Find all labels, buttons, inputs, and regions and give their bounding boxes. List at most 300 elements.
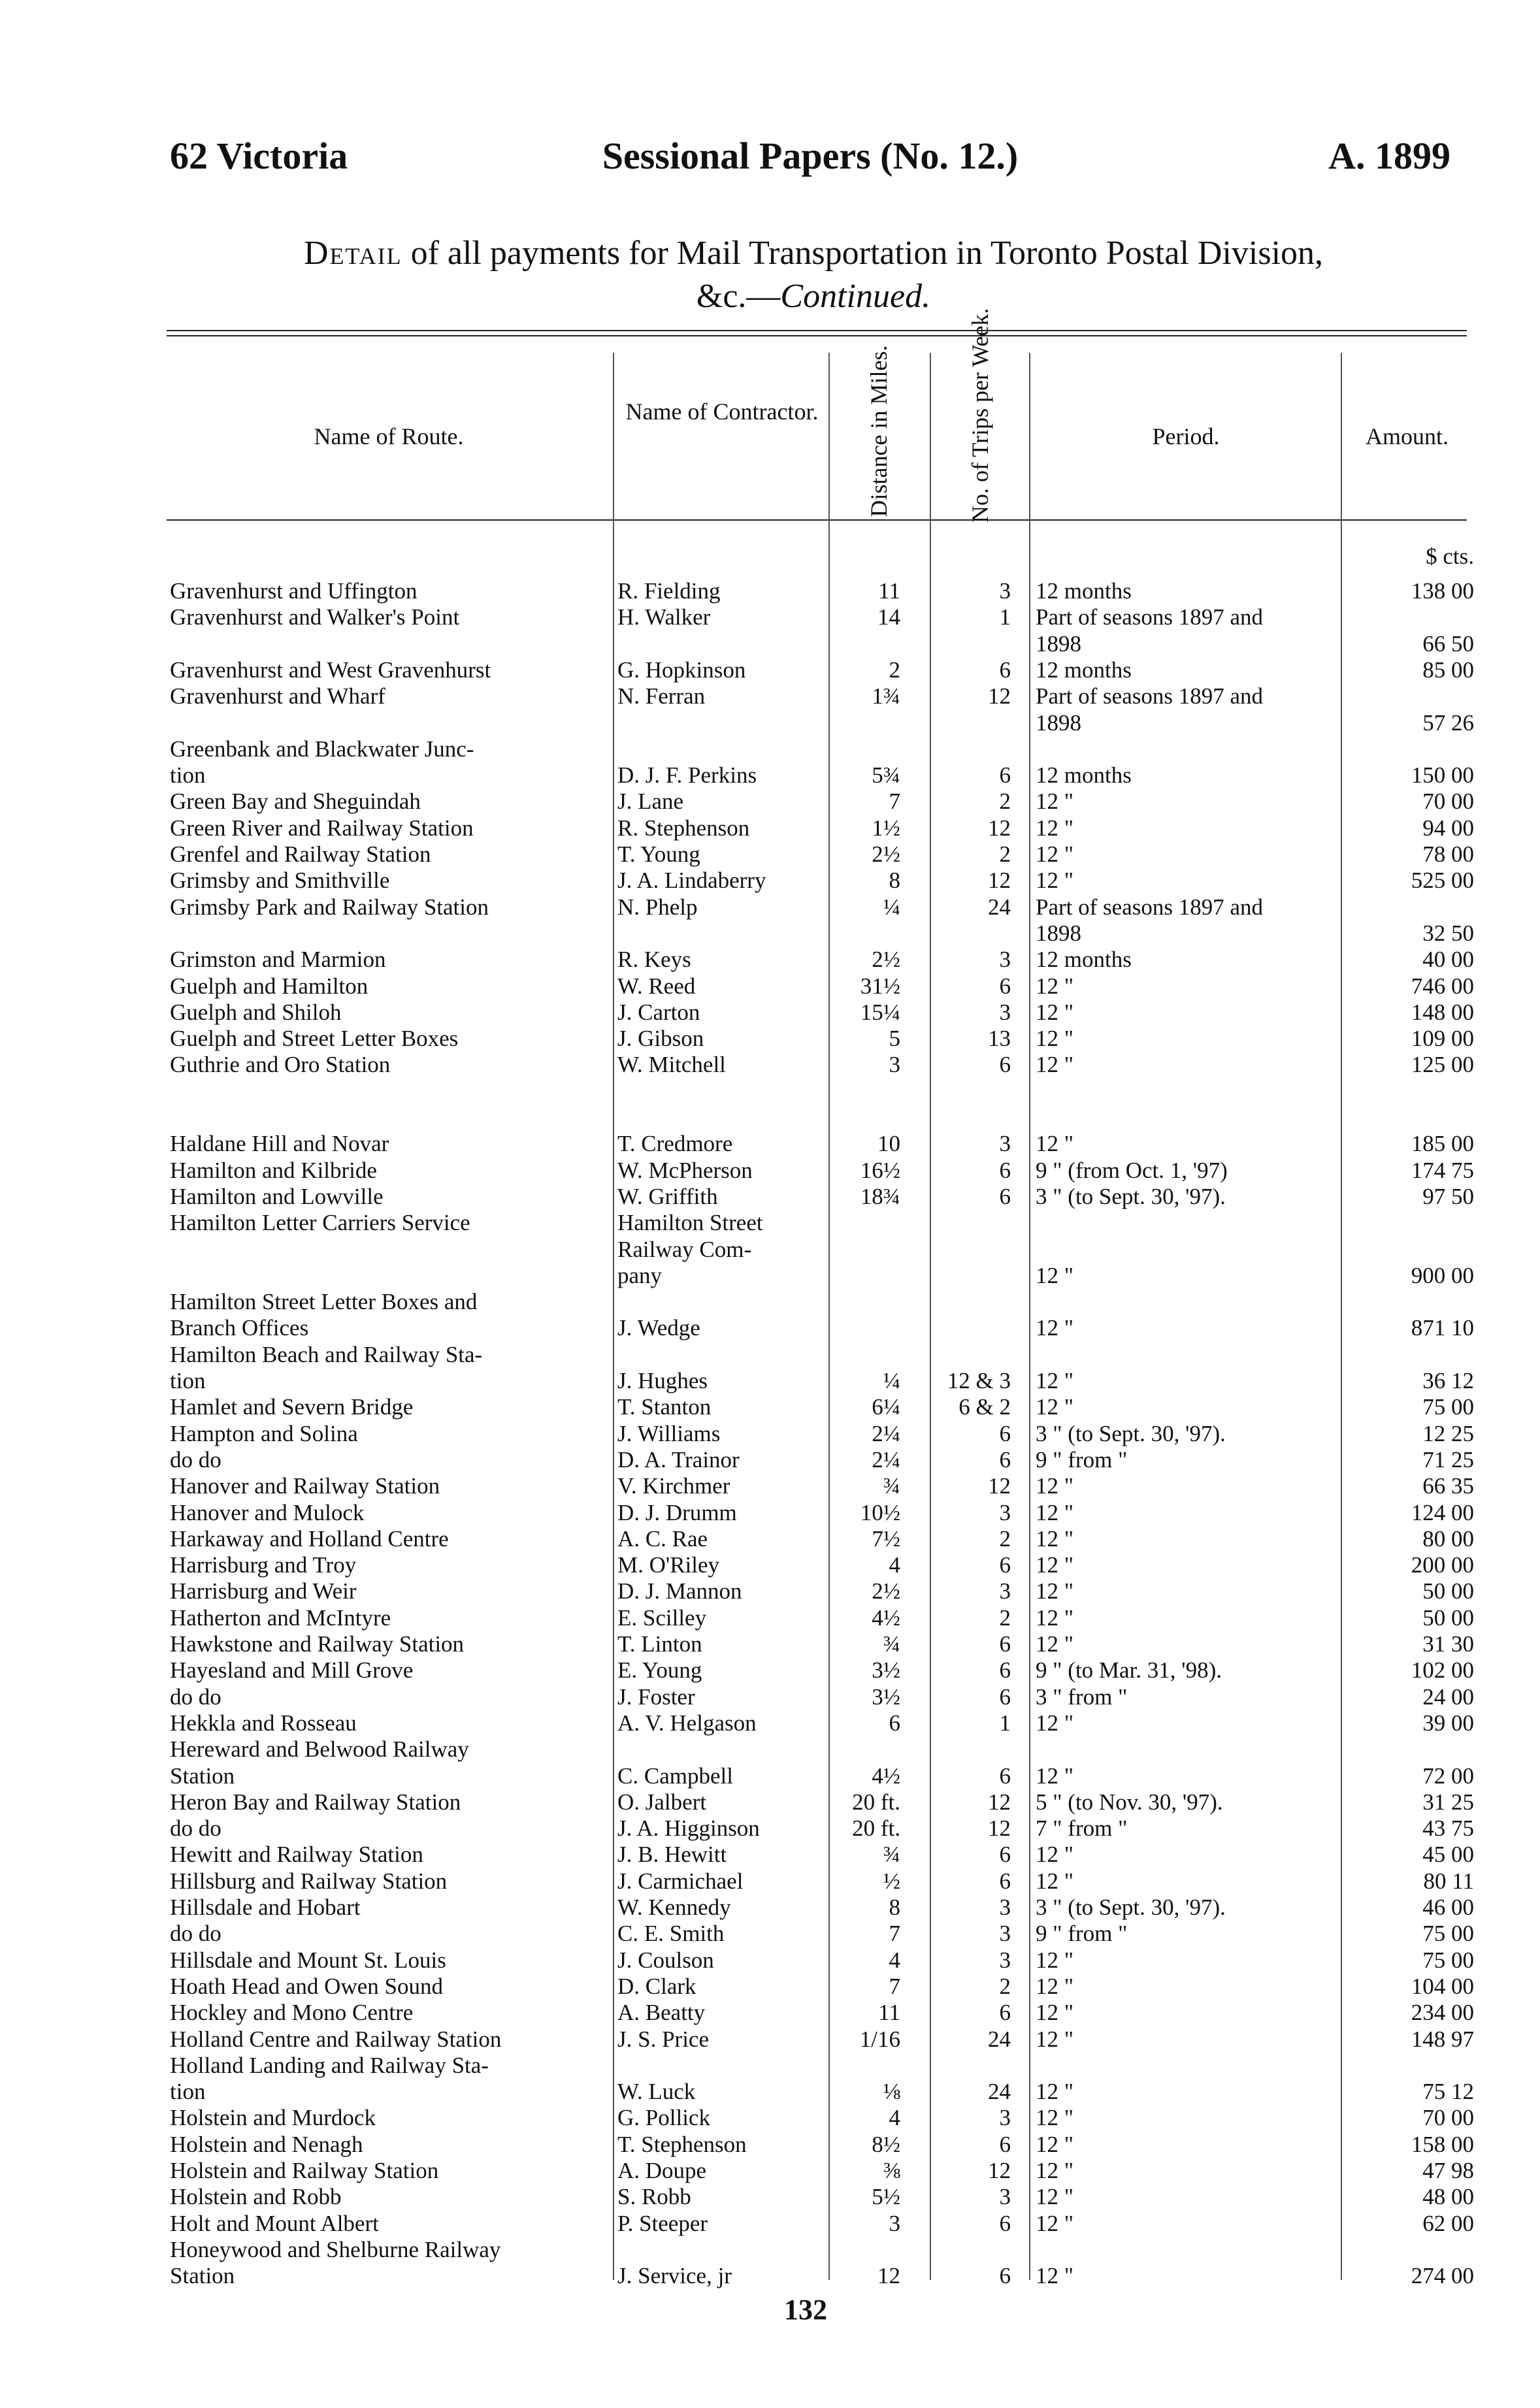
distance-value: 2½ <box>872 841 900 867</box>
trips-value: 12 <box>988 1473 1011 1499</box>
route-name: Hayesland and Mill Grove <box>170 1657 414 1684</box>
trips-value: 3 <box>999 2184 1011 2210</box>
distance-value: 2¼ <box>872 1420 900 1446</box>
route-name: tion <box>170 762 206 789</box>
route-name: Station <box>170 2263 235 2289</box>
amount-value: 75 00 <box>1422 1394 1474 1420</box>
distance-value: 7½ <box>872 1525 900 1552</box>
route-name: Guthrie and Oro Station <box>170 1052 391 1078</box>
trips-value: 3 <box>999 1921 1011 1947</box>
amount-value: 43 75 <box>1422 1815 1474 1842</box>
route-name: Grimsby Park and Railway Station <box>170 894 489 920</box>
trips-value: 3 <box>999 947 1011 973</box>
route-name: Station <box>170 1763 235 1789</box>
route-name: do do <box>170 1815 221 1842</box>
title-line2: &c.— <box>696 278 781 315</box>
amount-value: 185 00 <box>1411 1131 1474 1157</box>
distance-value: 3½ <box>872 1657 900 1684</box>
contractor-name: S. Robb <box>617 2184 691 2210</box>
trips-value: 6 <box>999 762 1011 789</box>
route-name: Hockley and Mono Centre <box>170 2000 414 2026</box>
amount-value: 46 00 <box>1422 1895 1474 1920</box>
amount-value: 57 26 <box>1422 709 1474 736</box>
period-value: 12 " <box>1036 1052 1074 1078</box>
trips-value: 3 <box>999 2105 1011 2131</box>
period-value: 12 " <box>1036 1368 1074 1393</box>
distance-value: 7 <box>889 1921 900 1947</box>
col-divider-period <box>1341 353 1342 2280</box>
amount-value: 75 00 <box>1422 1947 1474 1973</box>
period-value: 1898 <box>1036 709 1081 736</box>
route-name: Gravenhurst and Walker's Point <box>170 604 460 630</box>
contractor-name: J. Wedge <box>617 1315 700 1341</box>
trips-value: 2 <box>999 1604 1011 1631</box>
contractor-name: P. Steeper <box>617 2210 708 2236</box>
amount-value: 66 35 <box>1422 1473 1474 1499</box>
running-header <box>170 134 1450 186</box>
trips-value: 12 <box>988 1815 1011 1842</box>
distance-value: ¼ <box>883 1368 900 1393</box>
trips-value: 13 <box>988 1026 1011 1052</box>
contractor-name: J. Foster <box>617 1684 695 1710</box>
trips-value: 6 <box>999 1763 1011 1789</box>
route-name: Hanover and Railway Station <box>170 1473 440 1499</box>
title-line1: of all payments for Mail Transportation in Toronto Postal Division, <box>410 235 1324 272</box>
amount-value: 80 11 <box>1423 1868 1474 1894</box>
contractor-name: J. A. Lindaberry <box>617 868 766 894</box>
period-value: 12 " <box>1036 1763 1074 1789</box>
contractor-name: A. Beatty <box>617 2000 706 2026</box>
contractor-name: W. McPherson <box>617 1157 753 1183</box>
trips-value: 3 <box>999 999 1011 1025</box>
contractor-name: W. Luck <box>617 2079 696 2105</box>
distance-value: 2¼ <box>872 1446 900 1472</box>
trips-value: 6 <box>999 657 1011 683</box>
contractor-name: J. Service, jr <box>617 2263 732 2289</box>
period-value: 12 " <box>1036 2184 1074 2210</box>
trips-value: 6 <box>999 2263 1011 2289</box>
contractor-name: J. Carton <box>617 999 700 1025</box>
distance-value: 1½ <box>872 815 900 841</box>
period-value: 12 " <box>1036 1525 1074 1552</box>
amount-value: 24 00 <box>1422 1684 1474 1710</box>
title-detail: Detail <box>303 235 402 272</box>
period-value: 12 " <box>1036 1262 1074 1288</box>
period-value: 9 " from " <box>1036 1446 1128 1472</box>
header-session: 62 Victoria <box>170 135 348 177</box>
route-name: Hamlet and Severn Bridge <box>170 1394 414 1420</box>
period-value: 3 " from " <box>1036 1684 1128 1710</box>
distance-value: ¾ <box>883 1631 900 1657</box>
route-name: do do <box>170 1684 221 1710</box>
amount-value: 125 00 <box>1411 1052 1474 1078</box>
contractor-name: W. Griffith <box>617 1183 718 1209</box>
distance-value: 15¼ <box>860 999 900 1025</box>
contractor-name: E. Scilley <box>617 1604 707 1631</box>
contractor-name: M. O'Riley <box>617 1552 720 1578</box>
period-value: 12 " <box>1036 1473 1074 1499</box>
distance-value: 2½ <box>872 1578 900 1604</box>
period-value: 12 " <box>1036 789 1074 815</box>
amount-value: 75 12 <box>1422 2079 1474 2105</box>
distance-value: 31½ <box>860 973 900 999</box>
trips-value: 2 <box>999 841 1011 867</box>
distance-value: 4 <box>889 1552 900 1578</box>
route-name: Harrisburg and Weir <box>170 1578 357 1604</box>
amount-value: 200 00 <box>1411 1552 1474 1578</box>
route-name: Holland Landing and Railway Sta- <box>170 2052 489 2078</box>
col-divider-distance <box>930 353 931 2280</box>
period-value: 3 " (to Sept. 30, '97). <box>1036 1183 1226 1209</box>
trips-value: 6 <box>999 1446 1011 1472</box>
contractor-name: pany <box>617 1262 663 1288</box>
route-name: Honeywood and Shelburne Railway <box>170 2236 501 2262</box>
period-value: 12 " <box>1036 1315 1074 1341</box>
contractor-name: R. Fielding <box>617 578 721 604</box>
amount-value: 104 00 <box>1411 1973 1474 1999</box>
contractor-name: J. Carmichael <box>617 1868 744 1894</box>
period-value: 12 " <box>1036 999 1074 1025</box>
route-name: do do <box>170 1921 221 1947</box>
amount-value: 48 00 <box>1422 2184 1474 2210</box>
contractor-name: J. Lane <box>617 789 684 815</box>
trips-value: 3 <box>999 1895 1011 1920</box>
period-value: 9 " (to Mar. 31, '98). <box>1036 1657 1222 1684</box>
contractor-name: J. Gibson <box>617 1026 704 1052</box>
period-value: 12 " <box>1036 868 1074 894</box>
contractor-name: J. Coulson <box>617 1947 714 1973</box>
contractor-name: T. Young <box>617 841 700 867</box>
period-value: 12 " <box>1036 2026 1074 2052</box>
route-name: tion <box>170 2079 206 2105</box>
contractor-name: R. Stephenson <box>617 815 750 841</box>
amount-value: 900 00 <box>1411 1262 1474 1288</box>
amount-value: 70 00 <box>1422 2105 1474 2131</box>
route-name: Holstein and Nenagh <box>170 2131 363 2157</box>
amount-value: 31 30 <box>1422 1631 1474 1657</box>
trips-value: 6 <box>999 1684 1011 1710</box>
period-value: 12 " <box>1036 1604 1074 1631</box>
period-value: 12 " <box>1036 2210 1074 2236</box>
trips-value: 6 <box>999 1052 1011 1078</box>
period-value: 12 months <box>1036 578 1132 604</box>
route-name: Holstein and Railway Station <box>170 2158 439 2183</box>
route-name: Hillsdale and Hobart <box>170 1895 361 1920</box>
distance-value: 3½ <box>872 1684 900 1710</box>
contractor-name: D. A. Trainor <box>617 1446 740 1472</box>
route-name: Greenbank and Blackwater Junc- <box>170 736 474 762</box>
amount-value: 36 12 <box>1422 1368 1474 1393</box>
amount-value: 40 00 <box>1422 947 1474 973</box>
trips-value: 2 <box>999 789 1011 815</box>
trips-value: 3 <box>999 1131 1011 1157</box>
trips-value: 6 <box>999 1552 1011 1578</box>
distance-value: ½ <box>883 1868 900 1894</box>
header-year: A. 1899 <box>1328 135 1450 177</box>
route-name: Green River and Railway Station <box>170 815 474 841</box>
contractor-name: W. Mitchell <box>617 1052 726 1078</box>
distance-value: ⅜ <box>883 2158 900 2183</box>
amount-value: 746 00 <box>1411 973 1474 999</box>
period-value: 9 " (from Oct. 1, '97) <box>1036 1157 1228 1183</box>
period-value: 12 " <box>1036 1947 1074 1973</box>
contractor-name: D. Clark <box>617 1973 696 1999</box>
col-divider-trips <box>1029 353 1030 2280</box>
period-value: 12 months <box>1036 947 1132 973</box>
trips-value: 2 <box>999 1525 1011 1552</box>
distance-value: 11 <box>878 2000 900 2026</box>
period-value: 12 " <box>1036 2158 1074 2183</box>
period-value: 12 " <box>1036 841 1074 867</box>
period-value: 3 " (to Sept. 30, '97). <box>1036 1420 1226 1446</box>
distance-value: 14 <box>877 604 900 630</box>
period-value: 12 months <box>1036 657 1132 683</box>
distance-value: ¼ <box>883 894 900 920</box>
distance-value: 1¾ <box>872 683 900 709</box>
distance-value: 20 ft. <box>852 1789 900 1815</box>
amount-value: 80 00 <box>1422 1525 1474 1552</box>
trips-value: 6 <box>999 2131 1011 2157</box>
distance-value: 4 <box>889 1947 900 1973</box>
amount-value: 274 00 <box>1411 2263 1474 2289</box>
contractor-name: J. S. Price <box>617 2026 709 2052</box>
distance-value: ⅛ <box>883 2079 900 2105</box>
route-name: tion <box>170 1368 206 1393</box>
contractor-name: T. Linton <box>617 1631 702 1657</box>
trips-value: 1 <box>999 604 1011 630</box>
period-value: 12 " <box>1036 815 1074 841</box>
amount-value: 85 00 <box>1422 657 1474 683</box>
contractor-name: N. Ferran <box>617 683 706 709</box>
distance-value: ¾ <box>883 1473 900 1499</box>
route-name: Hamilton Letter Carriers Service <box>170 1210 470 1236</box>
distance-value: 7 <box>889 789 900 815</box>
col-header-contractor-text: Name of Contractor. <box>625 399 819 425</box>
distance-value: 10½ <box>860 1499 900 1525</box>
amount-value: 50 00 <box>1422 1578 1474 1604</box>
amount-value: 234 00 <box>1411 2000 1474 2026</box>
contractor-name: O. Jalbert <box>617 1789 707 1815</box>
distance-value: 5¾ <box>872 762 900 789</box>
route-name: Gravenhurst and Uffington <box>170 578 418 604</box>
contractor-name: C. E. Smith <box>617 1921 725 1947</box>
route-name: Hereward and Belwood Railway <box>170 1736 469 1763</box>
route-name: Hatherton and McIntyre <box>170 1604 391 1631</box>
distance-value: 12 <box>877 2263 900 2289</box>
trips-value: 3 <box>999 1947 1011 1973</box>
period-value: 12 " <box>1036 2105 1074 2131</box>
amount-value: 50 00 <box>1422 1604 1474 1631</box>
trips-value: 3 <box>999 1499 1011 1525</box>
period-value: 7 " from " <box>1036 1815 1128 1842</box>
distance-value: 5½ <box>872 2184 900 2210</box>
contractor-name: H. Walker <box>617 604 711 630</box>
col-header-distance: Distance in Miles. <box>866 345 892 517</box>
contractor-name: G. Hopkinson <box>617 657 746 683</box>
contractor-name: J. Hughes <box>617 1368 708 1393</box>
col-header-amount: Amount. <box>1365 423 1449 449</box>
route-name: Heron Bay and Railway Station <box>170 1789 461 1815</box>
title-continued: Continued. <box>780 278 931 315</box>
contractor-name: V. Kirchmer <box>617 1473 730 1499</box>
route-name: Harrisburg and Troy <box>170 1552 357 1578</box>
trips-value: 6 <box>999 1842 1011 1868</box>
period-value: 12 " <box>1036 1552 1074 1578</box>
route-name: Grimsby and Smithville <box>170 868 390 894</box>
trips-value: 1 <box>999 1710 1011 1736</box>
trips-value: 6 <box>999 2000 1011 2026</box>
period-value: 12 " <box>1036 2131 1074 2157</box>
contractor-name: G. Pollick <box>617 2105 710 2131</box>
col-header-route: Name of Route. <box>314 423 464 449</box>
amount-value: 71 25 <box>1422 1446 1474 1472</box>
period-value: 12 " <box>1036 973 1074 999</box>
trips-value: 12 & 3 <box>947 1368 1011 1393</box>
contractor-name: Railway Com- <box>617 1236 752 1262</box>
route-name: Branch Offices <box>170 1315 309 1341</box>
distance-value: 2 <box>889 657 900 683</box>
period-value: 5 " (to Nov. 30, '97). <box>1036 1789 1223 1815</box>
amount-value: 138 00 <box>1411 578 1474 604</box>
distance-value: 4½ <box>872 1763 900 1789</box>
route-name: Grimston and Marmion <box>170 947 386 973</box>
contractor-name: N. Phelp <box>617 894 698 920</box>
period-value: 12 " <box>1036 1026 1074 1052</box>
page-number: 132 <box>784 2294 827 2326</box>
amount-value: 62 00 <box>1422 2210 1474 2236</box>
currency-label: $ cts. <box>1426 544 1474 569</box>
route-name: Holt and Mount Albert <box>170 2210 379 2236</box>
col-divider-route <box>613 353 614 2280</box>
trips-value: 12 <box>988 1789 1011 1815</box>
contractor-name: T. Stephenson <box>617 2131 747 2157</box>
route-name: Hanover and Mulock <box>170 1499 365 1525</box>
amount-value: 66 50 <box>1422 630 1474 657</box>
period-value: Part of seasons 1897 and <box>1036 683 1264 709</box>
trips-value: 6 <box>999 1157 1011 1183</box>
trips-value: 24 <box>988 894 1011 920</box>
contractor-name: A. Doupe <box>617 2158 707 2183</box>
route-name: Hawkstone and Railway Station <box>170 1631 465 1657</box>
contractor-name: A. V. Helgason <box>617 1710 757 1736</box>
trips-value: 12 <box>988 815 1011 841</box>
period-value: 12 " <box>1036 1394 1074 1420</box>
distance-value: 6 <box>889 1710 900 1736</box>
trips-value: 12 <box>988 868 1011 894</box>
trips-value: 6 <box>999 973 1011 999</box>
distance-value: 4 <box>889 2105 900 2131</box>
trips-value: 3 <box>999 1578 1011 1604</box>
trips-value: 24 <box>988 2079 1011 2105</box>
period-value: 3 " (to Sept. 30, '97). <box>1036 1895 1226 1920</box>
amount-value: 32 50 <box>1422 920 1474 946</box>
distance-value: 3 <box>889 1052 900 1078</box>
period-value: 12 " <box>1036 1842 1074 1868</box>
amount-value: 158 00 <box>1411 2131 1474 2157</box>
distance-value: 7 <box>889 1973 900 1999</box>
contractor-name: J. A. Higginson <box>617 1815 760 1842</box>
distance-value: 8 <box>889 868 900 894</box>
trips-value: 24 <box>988 2026 1011 2052</box>
route-name: Hamilton Street Letter Boxes and <box>170 1289 478 1315</box>
amount-value: 102 00 <box>1411 1657 1474 1684</box>
contractor-name: D. J. Mannon <box>617 1578 742 1604</box>
trips-value: 12 <box>988 2158 1011 2183</box>
trips-value: 6 <box>999 2210 1011 2236</box>
distance-value: 10 <box>877 1131 900 1157</box>
period-value: 12 " <box>1036 2000 1074 2026</box>
period-value: 12 " <box>1036 1710 1074 1736</box>
contractor-name: Hamilton Street <box>617 1210 763 1236</box>
amount-value: 148 00 <box>1411 999 1474 1025</box>
route-name: Gravenhurst and Wharf <box>170 683 385 709</box>
amount-value: 148 97 <box>1411 2026 1474 2052</box>
route-name: Haldane Hill and Novar <box>170 1131 389 1157</box>
distance-value: 1/16 <box>859 2026 900 2052</box>
trips-value: 6 & 2 <box>958 1394 1011 1420</box>
contractor-name: J. Williams <box>617 1420 721 1446</box>
contractor-name: T. Stanton <box>617 1394 712 1420</box>
route-name: Guelph and Hamilton <box>170 973 369 999</box>
table-title <box>163 232 1464 318</box>
route-name: Guelph and Shiloh <box>170 999 342 1025</box>
route-name: Green Bay and Sheguindah <box>170 789 421 815</box>
amount-value: 78 00 <box>1422 841 1474 867</box>
route-name: Hillsdale and Mount St. Louis <box>170 1947 446 1973</box>
distance-value: 4½ <box>872 1604 900 1631</box>
contractor-name: E. Young <box>617 1657 702 1684</box>
distance-value: 11 <box>878 578 900 604</box>
amount-value: 31 25 <box>1422 1789 1474 1815</box>
route-name: Hampton and Solina <box>170 1420 358 1446</box>
distance-value: 3 <box>889 2210 900 2236</box>
amount-value: 12 25 <box>1422 1420 1474 1446</box>
route-name: Hamilton and Lowville <box>170 1183 384 1209</box>
route-name: Hekkla and Rosseau <box>170 1710 357 1736</box>
header-publication: Sessional Papers (No. 12.) <box>602 135 1019 177</box>
distance-value: 2½ <box>872 947 900 973</box>
trips-value: 6 <box>999 1868 1011 1894</box>
col-divider-contractor <box>828 353 830 2280</box>
header-bottom-rule <box>167 519 1467 521</box>
col-header-trips: No. of Trips per Week. <box>967 308 993 523</box>
col-header-contractor <box>621 399 823 425</box>
distance-value: 18¾ <box>860 1183 900 1209</box>
route-name: do do <box>170 1446 221 1472</box>
contractor-name: D. J. Drumm <box>617 1499 737 1525</box>
period-value: 12 " <box>1036 1131 1074 1157</box>
period-value: 12 months <box>1036 762 1132 789</box>
distance-value: 16½ <box>860 1157 900 1183</box>
route-name: Hewitt and Railway Station <box>170 1842 423 1868</box>
period-value: 12 " <box>1036 1631 1074 1657</box>
trips-value: 6 <box>999 1420 1011 1446</box>
route-name: Hoath Head and Owen Sound <box>170 1973 443 1999</box>
contractor-name: D. J. F. Perkins <box>617 762 757 789</box>
trips-value: 12 <box>988 683 1011 709</box>
route-name: Hamilton Beach and Railway Sta- <box>170 1341 483 1367</box>
period-value: 12 " <box>1036 1499 1074 1525</box>
amount-value: 72 00 <box>1422 1763 1474 1789</box>
route-name: Holstein and Murdock <box>170 2105 376 2131</box>
amount-value: 109 00 <box>1411 1026 1474 1052</box>
amount-value: 39 00 <box>1422 1710 1474 1736</box>
contractor-name: W. Reed <box>617 973 696 999</box>
period-value: 12 " <box>1036 1868 1074 1894</box>
contractor-name: T. Credmore <box>617 1131 733 1157</box>
trips-value: 2 <box>999 1973 1011 1999</box>
route-name: Holland Centre and Railway Station <box>170 2026 502 2052</box>
